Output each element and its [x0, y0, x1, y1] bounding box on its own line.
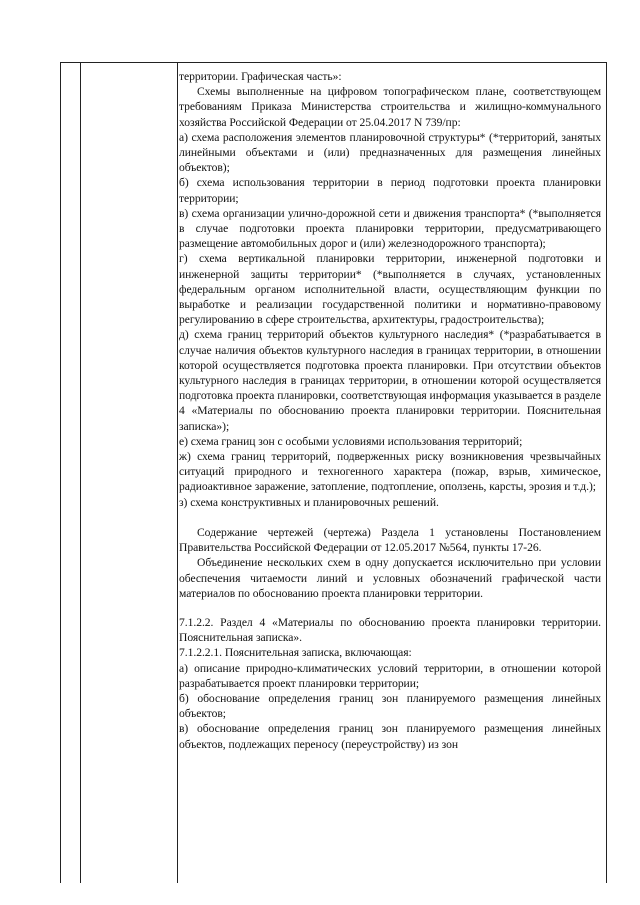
list-item-zh: ж) схема границ территорий, подверженных риску возникновения чрезвычайных ситуаций природного и техногенного характера (пожар, взрыв, химическое, радиоактивное заражение, затопление, подтопление, оползень, карсты, эрозия и т.д.); [179, 450, 601, 494]
subsection-heading: 7.1.2.2.1. Пояснительная записка, включающая: [179, 646, 412, 660]
note-item-v: в) обоснование определения границ зон планируемого размещения линейных объектов, подлежащих переносу (переустройству) из зон [179, 722, 601, 751]
list-item-v: в) схема организации улично-дорожной сети и движения транспорта* (*выполняется в случае подготовки проекта планировки территории, предусматривающего размещение автомобильных дорог и (или) железнодорожного транспорта); [179, 206, 601, 251]
list-item-z: з) схема конструктивных и планировочных решений. [179, 495, 439, 509]
table-column-number [61, 63, 81, 883]
paragraph-merge: Объединение нескольких схем в одну допускается исключительно при условии обеспечения читаемости линий и условных обозначений графической части материалов по обоснованию проекта планировки территории. [179, 556, 601, 600]
note-item-b: б) обоснование определения границ зон планируемого размещения линейных объектов; [179, 691, 601, 721]
list-item-b: б) схема использования территории в период подготовки проекта планировки территории; [179, 176, 601, 205]
paragraph-schemes: Схемы выполненные на цифровом топографическом плане, соответствующем требованиям Приказа Министерства строительства и жилищно-коммунального хозяйства Российской Федерации от 25.04.2017 N 739/пр: [179, 85, 601, 129]
list-item-d: д) схема границ территорий объектов культурного наследия* (*разрабатывается в случае наличия объектов культурного наследия в границах территории, в отношении которой осуществляется подготовка проекта планировки. При отсутствии объектов культурного наследия в границах территории, в отношении которой осуществляется подготовка проекта планировки, соответствующая информация указывается в разделе 4 «Материалы по обоснованию проекта планировки территории. Пояснительная записка»); [179, 328, 601, 433]
paragraph-intro: территории. Графическая часть»: [179, 70, 342, 83]
list-item-e: е) схема границ зон с особыми условиями использования территорий; [179, 434, 523, 448]
list-item-g: г) схема вертикальной планировки территории, инженерной подготовки и инженерной защиты территории* (*выполняется в случаях, установленных федеральным органом исполнительной власти, осуществляющим функции по выработке и реализации государственной политики и нормативно-правовому регулированию в сфере строительства, архитектуры, градостроительства); [179, 252, 601, 327]
paragraph-content: Содержание чертежей (чертежа) Раздела 1 установлены Постановлением Правительства Российской Федерации от 12.05.2017 №564, пункты 17-26. [179, 525, 601, 555]
document-table [60, 62, 607, 883]
list-item-a: а) схема расположения элементов планировочной структуры* (*территорий, занятых линейными объектами и (или) предназначенных для размещения линейных объектов); [179, 130, 601, 175]
table-column-section [81, 63, 178, 883]
note-item-a: а) описание природно-климатических условий территории, в отношении которой разрабатывается проект планировки территории; [179, 661, 601, 690]
section-heading: 7.1.2.2. Раздел 4 «Материалы по обоснованию проекта планировки территории. Пояснительная записка». [179, 615, 601, 645]
table-cell-content [179, 69, 601, 752]
